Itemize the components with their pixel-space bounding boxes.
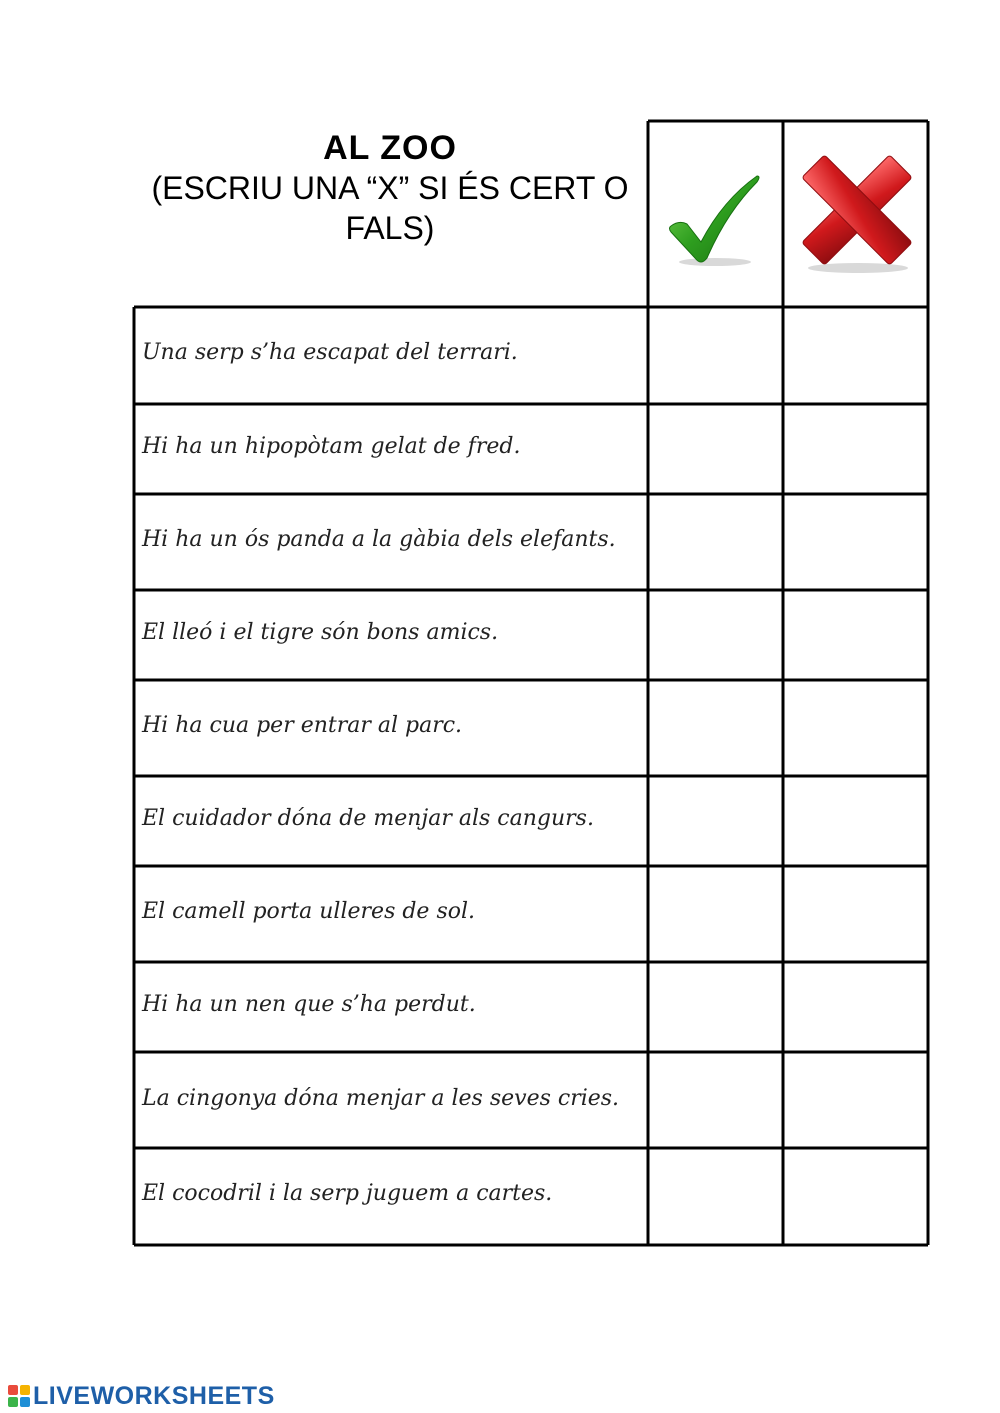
answer-true-cell-3[interactable] (651, 497, 781, 588)
answer-false-cell-8[interactable] (786, 965, 926, 1050)
answer-false-cell-6[interactable] (786, 779, 926, 864)
answer-true-cell-10[interactable] (651, 1151, 781, 1243)
answer-false-cell-7[interactable] (786, 869, 926, 960)
answer-false-cell-9[interactable] (786, 1055, 926, 1146)
answer-true-cell-8[interactable] (651, 965, 781, 1050)
answer-true-cell-9[interactable] (651, 1055, 781, 1146)
checkmark-icon (665, 170, 765, 270)
page-title: AL ZOO (323, 129, 457, 167)
statement-3: Hi ha un ós panda a la gàbia dels elefants. (142, 527, 616, 552)
answer-true-cell-4[interactable] (651, 593, 781, 678)
brand-name: LIVEWORKSHEETS (33, 1381, 275, 1410)
statement-7: El camell porta ulleres de sol. (142, 899, 476, 924)
answer-false-cell-10[interactable] (786, 1151, 926, 1243)
statement-1: Una serp s’ha escapat del terrari. (142, 340, 518, 365)
answer-false-cell-2[interactable] (786, 407, 926, 492)
answer-true-cell-7[interactable] (651, 869, 781, 960)
answer-false-cell-4[interactable] (786, 593, 926, 678)
answer-true-cell-1[interactable] (651, 310, 781, 402)
answer-false-cell-3[interactable] (786, 497, 926, 588)
answer-true-cell-2[interactable] (651, 407, 781, 492)
answer-true-cell-5[interactable] (651, 683, 781, 774)
cross-icon (798, 150, 916, 275)
statement-5: Hi ha cua per entrar al parc. (142, 713, 463, 738)
statement-9: La cingonya dóna menjar a les seves cries. (142, 1086, 620, 1111)
statement-2: Hi ha un hipopòtam gelat de fred. (142, 434, 521, 459)
page-subtitle: (ESCRIU UNA “X” SI ÉS CERT O FALS) (151, 170, 629, 246)
statement-4: El lleó i el tigre són bons amics. (142, 620, 499, 645)
liveworksheets-logo-icon (8, 1385, 30, 1407)
statement-6: El cuidador dóna de menjar als cangurs. (142, 806, 594, 831)
footer-brand (8, 1380, 275, 1412)
answer-true-cell-6[interactable] (651, 779, 781, 864)
statement-10: El cocodril i la serp juguem a cartes. (142, 1181, 553, 1206)
answer-false-cell-1[interactable] (786, 310, 926, 402)
answer-false-cell-5[interactable] (786, 683, 926, 774)
statement-8: Hi ha un nen que s’ha perdut. (142, 992, 476, 1017)
